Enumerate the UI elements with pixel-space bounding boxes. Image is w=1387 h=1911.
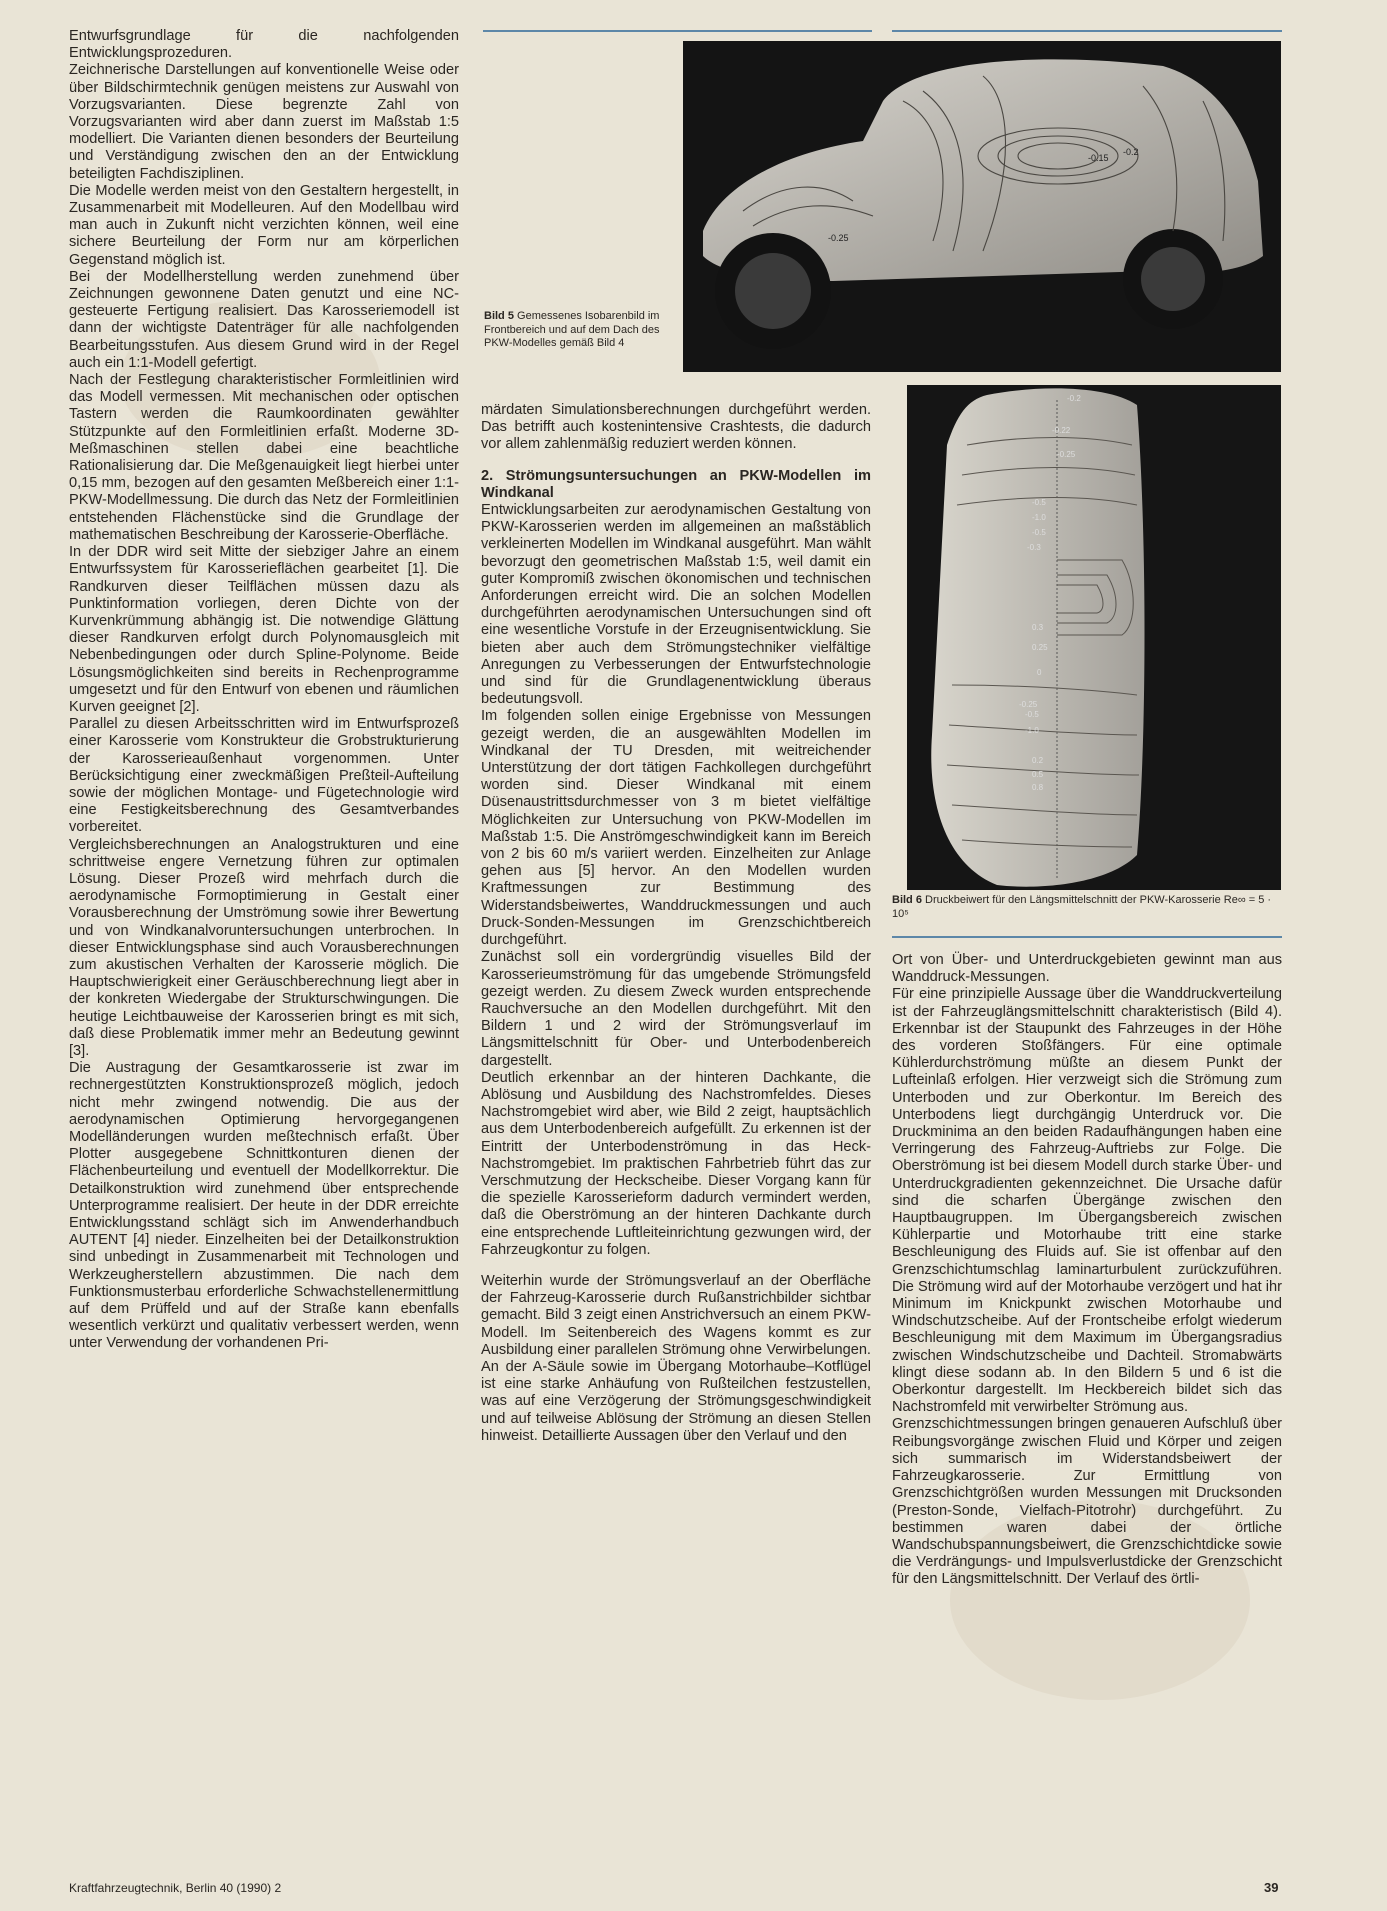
page-number: 39 <box>1264 1880 1279 1895</box>
text-column-left <box>69 28 459 1353</box>
pressure-label: -1.0 <box>1032 513 1046 522</box>
pressure-label: -0.3 <box>1027 543 1041 552</box>
paragraph: Parallel zu diesen Arbeitsschritten wird im Entwurfsprozeß einer Karosserie vom Konstrukteur die Grobstrukturierung der Karosserieaußenhaut vorgenommen. Unter Berücksichtigung einer zweckmäßigen Preßteil-Aufteilung sowie der möglichen Montage- und Fügetechnologie wird eine Festigkeitsberechnung des Gesamtverbandes vorbereitet. <box>69 716 459 836</box>
paragraph: Zeichnerische Darstellungen auf konventionelle Weise oder über Bildschirmtechnik genügen meistens zur Auswahl von Vorzugsvarianten. Diese begrenzte Zahl von Vorzugsvarianten wird aber dann zuerst im Maßstab 1:5 modelliert. Die Varianten dienen besonders der Beurteilung und Verständigung zwischen den an der Entwicklung beteiligten Fachdisziplinen. <box>69 62 459 182</box>
isobar-label: -0.15 <box>1088 153 1109 163</box>
pressure-label: -0.5 <box>1032 498 1046 507</box>
paragraph: märdaten Simulationsberechnungen durchgeführt werden. Das betrifft auch kostenintensive Crashtests, die dadurch vor allem zahlenmäßig reduziert werden können. <box>481 402 871 453</box>
pressure-label: 0.25 <box>1032 643 1048 652</box>
pressure-label: -0.22 <box>1052 426 1071 435</box>
paragraph: Grenzschichtmessungen bringen genaueren Aufschluß über Reibungsvorgänge zwischen Fluid und Körper und zeigen sich summarisch im Widerstandsbeiwert der Fahrzeugkarosserie. Zur Ermittlung von Grenzschichtgrößen wurden Messungen mit Drucksonden (Preston-Sonde, Vielfach-Pitotrohr) durchgeführt. Zu bestimmen waren dabei der örtliche Wandschubspannungsbeiwert, die Grenzschichtdicke sowie die Verdrängungs- und Impulsverlustdicke der Grenzschicht für den Längsmittelschnitt. Der Verlauf des örtli- <box>892 1416 1282 1588</box>
paragraph: Deutlich erkennbar an der hinteren Dachkante, die Ablösung und Ausbildung des Nachstromfeldes. Dieses Nachstromgebiet wird aber, wie Bild 2 zeigt, hauptsächlich aus dem Unterbodenbereich aufgefüllt. Zu erkennen ist der Eintritt der Unterbodenströmung in das Heck-Nachstromgebiet. Im praktischen Fahrbetrieb führt das zur Verschmutzung der Heckscheibe. Dieser Vorgang kann für die spezielle Karosserieform dadurch vermindert werden, daß die Oberströmung an der hinteren Dachkante durch eine entsprechende Luftleiteinrichtung gezwungen wird, der Fahrzeugkontur zu folgen. <box>481 1069 871 1258</box>
car-isobar-image <box>683 41 1281 372</box>
paragraph: Die Modelle werden meist von den Gestaltern hergestellt, in Zusammenarbeit mit Modelleuren. Auf den Modellbau wird man auch in Zukunft nicht verzichten können, weil eine sichere Beurteilung der Form nur am körperlichen Gegenstand möglich ist. <box>69 182 459 268</box>
paragraph: Weiterhin wurde der Strömungsverlauf an der Oberfläche der Fahrzeug-Karosserie durch Rußanstrichbilder sichtbar gemacht. Bild 3 zeigt einen Anstrichversuch an einem PKW-Modell. Im Seitenbereich des Wagens kommt es zur Ausbildung einer parallelen Strömung ohne Verwirbelungen. An der A-Säule sowie im Übergang Motorhaube–Kotflügel ist eine starke Anhäufung von Rußteilchen festzustellen, was auf eine Verzögerung der Strömungsgeschwindigkeit und auf teilweise Ablösung der Strömung an diesen Stellen hinweist. Detaillierte Aussagen über den Verlauf und den <box>481 1272 871 1444</box>
top-rule-right <box>892 30 1282 32</box>
caption-label: Bild 5 <box>484 310 514 322</box>
pressure-label: 0.2 <box>1032 756 1044 765</box>
pressure-label: -0.25 <box>1019 700 1038 709</box>
paragraph: Ort von Über- und Unterdruckgebieten gewinnt man aus Wanddruck-Messungen. <box>892 952 1282 986</box>
paragraph: Die Austragung der Gesamtkarosserie ist zwar im rechnergestützten Konstruktionsprozeß möglich, jedoch nicht mehr zwingend notwendig. Die aus der aerodynamischen Optimierung hervorgegangenen Modelländerungen wurden meßtechnisch erfaßt. Über Plotter ausgegebene Schnittkonturen dienen der Flächenbeurteilung und eventuell der Modellkorrektur. Die Detailkonstruktion wird zunehmend über entsprechende Unterprogramme realisiert. Der heute in der DDR erreichte Entwicklungsstand schlägt sich im Anwenderhandbuch AUTENT [4] nieder. Einzelheiten bei der Detailkonstruktion sind unbedingt in Zusammenarbeit mit Technologen und Werkzeugherstellern abzustimmen. Die nach dem Funktionsmusterbau erforderliche Schwachstellenermittlung auf dem Prüffeld und auf der Straße kann ebenfalls wesentlich verkürzt und qualitativ verbessert werden, wenn unter Verwendung der vorhandenen Pri- <box>69 1060 459 1352</box>
paragraph: Entwicklungsarbeiten zur aerodynamischen Gestaltung von PKW-Karosserien werden im allgemeinen an maßstäblich verkleinerten Modellen im Windkanal ausgeführt. Man wählt bevorzugt den geometrischen Maßstab 1:5, weil damit ein guter Kompromiß zwischen ökonomischen und technischen Anforderungen erreicht wird. Die an solchen Modellen durchgeführten aerodynamischen Untersuchungen sind oft eine wesentliche Vorstufe in der Erzeugnisentwicklung. Sie bieten aber auch dem Strömungstechniker vielfältige Anregungen zu Verbesserungen der Entwurfstechnologie und sind für die Grundlagenentwicklung überaus bedeutungsvoll. <box>481 502 871 708</box>
caption-text: Druckbeiwert für den Längsmittelschnitt der PKW-Karosserie Re∞ = 5 · 10⁵ <box>892 894 1272 920</box>
paragraph: Nach der Festlegung charakteristischer Formleitlinien wird das Modell vermessen. Mit mechanischen oder optischen Tastern werden die Raumkoordinaten gewählter Stützpunkte auf den Formleitlinien erfaßt. Moderne 3D-Meßmaschinen stellen dabei eine beachtliche Rationalisierung dar. Die Meßgenauigkeit liegt hierbei unter 0,15 mm, bezogen auf den gesamten Meßbereich einer 1:1-PKW-Modellmessung. Die durch das Netz der Formleitlinien entstehenden Flächenstücke sind die Grundlage der mathematischen Beschreibung der Karosserie-Oberfläche. <box>69 372 459 543</box>
pressure-label: 0 <box>1037 668 1042 677</box>
pressure-label: 0.3 <box>1032 623 1044 632</box>
car-pressure-image <box>907 385 1281 890</box>
pressure-label: -1.0 <box>1025 726 1039 735</box>
figure-6-caption <box>892 894 1282 921</box>
figure-5-caption <box>484 310 674 351</box>
paragraph: Vergleichsberechnungen an Analogstrukturen und eine schrittweise engere Vernetzung führen zur optimalen Lösung. Dieser Prozeß wird mehrfach durch die aerodynamische Formoptimierung in Gestalt einer Vorausberechnung der Umströmung sowie ihrer Bewertung und von Windkanalvoruntersuchungen unterbrochen. In dieser Entwicklungsphase sind auch Vorausberechnungen zum akustischen Verhalten der Karosserie möglich. Die Hauptschwierigkeit einer Geräuschberechnung liegt aber in der konkreten Wiedergabe der Strukturschwingungen. Die heutige Leichtbauweise der Karosserien bringt es mit sich, daß diese Problematik immer mehr an Bedeutung gewinnt [3]. <box>69 836 459 1059</box>
paragraph: Im folgenden sollen einige Ergebnisse von Messungen gezeigt werden, die an ausgewählten Modellen im Windkanal der TU Dresden, mit weitreichender Unterstützung der dort tätigen Fachkollegen durchgeführt worden sind. Dieser Windkanal mit einem Düsenaustrittsdurchmesser von 3 m bietet vielfältige Möglichkeiten zur Untersuchung von PKW-Modellen im Maßstab 1:5. Die Anströmgeschwindigkeit kann im Bereich von 2 bis 60 m/s variiert werden. Einzelheiten zur Anlage gehen aus [5] hervor. An den Modellen wurden Kraftmessungen zur Bestimmung des Widerstandsbeiwertes, Wanddruckmessungen und auch Druck-Sonden-Messungen im Grenzschichtbereich durchgeführt. <box>481 708 871 949</box>
paragraph: In der DDR wird seit Mitte der siebziger Jahre an einem Entwurfssystem für Karosserieflächen gearbeitet [1]. Die Randkurven dieser Teilflächen müssen dazu als Punktinformation vorliegen, deren Dichte von der Kurvenkrümmung abhängig ist. Die notwendige Glättung dieser Randkurven erfolgt durch Polynomausgleich mit Nebenbedingungen oder durch Spline-Polynome. Beide Lösungsmöglichkeiten sind bereits in Rechenprogramme umgesetzt und für den Entwurf von ebenen und räumlichen Kurven geeignet [2]. <box>69 544 459 715</box>
paragraph: Entwurfsgrundlage für die nachfolgenden Entwicklungsprozeduren. <box>69 28 459 62</box>
pressure-label: 0.8 <box>1032 783 1044 792</box>
isobar-label: -0.2 <box>1123 147 1139 157</box>
section-heading: 2. Strömungsuntersuchungen an PKW-Modellen im Windkanal <box>481 467 871 501</box>
pressure-label: -0.5 <box>1032 528 1046 537</box>
pressure-label: -0.25 <box>1057 450 1076 459</box>
figure-6-pressure-photo <box>907 385 1281 890</box>
paragraph: Für eine prinzipielle Aussage über die Wanddruckverteilung ist der Fahrzeuglängsmittelschnitt charakteristisch (Bild 4). Erkennbar ist der Staupunkt des Fahrzeuges in der Höhe des vorderen Stoßfängers. Für eine optimale Kühlerdurchströmung müßte an diesem Punkt der Lufteinlaß erfolgen. Hier verzweigt sich die Strömung zum Unterboden und zur Oberkontur. Im Bereich des Unterbodens liegt durchgängig Unterdruck vor. Die Druckminima an den beiden Radaufhängungen haben eine Verringerung des Fahrzeug-Auftriebs zur Folge. Die Oberströmung ist bei diesem Modell durch starke Über- und Unterdruckgradienten gekennzeichnet. Die Ursache dafür sind die scharfen Übergänge zwischen den Hauptbaugruppen. Im Übergangsbereich zwischen Kühlerpartie und Motorhaube tritt eine starke Beschleunigung des Fluids auf. Sie ist offenbar auf den Grenzschichtumschlag laminarturbulent zurückzuführen. Die Strömung wird auf der Motorhaube verzögert und hat ihr Minimum im Knickpunkt zwischen Motorhaube und Windschutzscheibe. Auf der Frontscheibe erfolgt wiederum Beschleunigung mit dem Maximum im Übergangsradius zwischen Windschutzscheibe und Dachteil. Stromabwärts klingt diese sodann ab. In den Bildern 5 und 6 ist die Oberkontur dargestellt. Im Heckbereich bildet sich das Nachstromfeld mit verwirbelter Strömung aus. <box>892 986 1282 1416</box>
paragraph: Bei der Modellherstellung werden zunehmend über Zeichnungen gewonnene Daten genutzt und eine NC-gesteuerte Fertigung realisiert. Das Karosseriemodell ist dann der wichtigste Datenträger für alle nachfolgenden Bearbeitungsstufen. Aus diesem Grund wird in der Regel auch ein 1:1-Modell gefertigt. <box>69 268 459 371</box>
caption-label: Bild 6 <box>892 894 922 906</box>
caption-text: Gemessenes Isobarenbild im Frontbereich und auf dem Dach des PKW-Modelles gemäß Bild 4 <box>484 310 660 349</box>
top-rule-middle <box>483 30 872 32</box>
paragraph: Zunächst soll ein vordergründig visuelles Bild der Karosserieumströmung für das umgebende Strömungsfeld gezeigt werden. Zu diesem Zweck wurden entsprechende Rauchversuche an den Modellen durchgeführt. Mit den Bildern 1 und 2 wird der Strömungsverlauf im Längsmittelschnitt für Ober- und Unterbodenbereich dargestellt. <box>481 949 871 1069</box>
pressure-label: 0.5 <box>1032 770 1044 779</box>
text-column-middle <box>481 402 871 1445</box>
isobar-label: -0.25 <box>828 233 849 243</box>
pressure-label: -0.5 <box>1025 710 1039 719</box>
journal-footer: Kraftfahrzeugtechnik, Berlin 40 (1990) 2 <box>69 1881 282 1895</box>
mid-rule-right <box>892 936 1282 938</box>
figure-5-isobar-photo <box>683 41 1281 372</box>
text-column-right <box>892 952 1282 1589</box>
pressure-label: -0.2 <box>1067 394 1081 403</box>
